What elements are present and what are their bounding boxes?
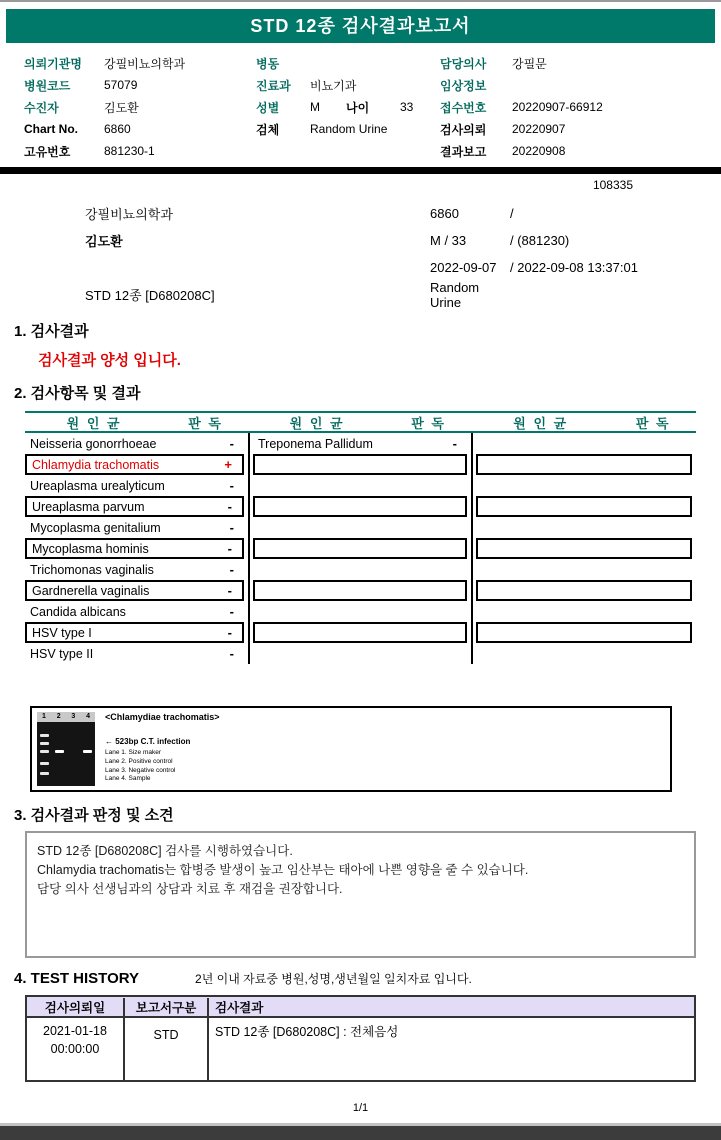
- result-row: [476, 433, 692, 454]
- patient-label: 수진자: [24, 100, 59, 115]
- result-row: [25, 538, 244, 559]
- patient-row0-extra: /: [510, 206, 514, 221]
- result-row: [476, 622, 692, 643]
- history-table-row: [27, 1018, 694, 1080]
- organism-name: Candida albicans: [30, 604, 126, 619]
- info-row-hospital-name: [24, 52, 256, 74]
- organism-header: 원 인 균: [289, 415, 345, 431]
- organism-result: -: [229, 604, 234, 619]
- top-border-line: [0, 0, 721, 2]
- result-row: [253, 643, 467, 664]
- info-row-hospital-code: [24, 74, 256, 96]
- opinion-box: [25, 831, 696, 958]
- chart-no-label: Chart No.: [24, 122, 78, 136]
- result-row: [253, 496, 467, 517]
- organism-result: +: [224, 457, 232, 472]
- result-row: [476, 475, 692, 496]
- patient-chart-no: 6860: [430, 206, 459, 221]
- info-row-doctor: [440, 52, 721, 74]
- organism-result: -: [227, 541, 232, 556]
- history-header-request-date: 검사의뢰일: [44, 1000, 106, 1015]
- section1-title: 1. 검사결과: [14, 323, 89, 340]
- result-row: [253, 538, 467, 559]
- history-header-report-type: 보고서구분: [123, 998, 209, 1016]
- history-result: STD 12종 [D680208C] : 전체음성: [215, 1025, 399, 1039]
- result-row: [476, 601, 692, 622]
- lane-number: 2: [56, 713, 61, 720]
- gel-band: [55, 750, 64, 753]
- reading-header: 판 독: [188, 415, 223, 431]
- result-row: [476, 643, 692, 664]
- patient-row-hospital: [0, 200, 721, 227]
- info-row-chart-no: [24, 118, 256, 140]
- history-table-header: [27, 997, 694, 1018]
- results-body-col3: [471, 433, 696, 664]
- results-header-col1: [25, 413, 248, 432]
- section3-title: 3. 검사결과 판정 및 소견: [14, 807, 174, 824]
- organism-result: -: [227, 499, 232, 514]
- results-table-body: [25, 433, 696, 664]
- result-row: [25, 454, 244, 475]
- organism-result: -: [452, 436, 457, 451]
- header-info-col1: [24, 52, 256, 162]
- clinical-info-label: 임상정보: [440, 78, 487, 93]
- gel-lane-numbers: [37, 712, 95, 722]
- organism-result: -: [229, 646, 234, 661]
- chart-no-value: 6860: [104, 122, 131, 136]
- report-title-banner: [6, 9, 715, 43]
- organism-name: Treponema Pallidum: [258, 436, 373, 451]
- result-row: [476, 517, 692, 538]
- report-title: STD 12종 검사결과보고서: [250, 16, 471, 36]
- gel-electrophoresis-image: [37, 712, 95, 786]
- results-table-header: [25, 411, 696, 433]
- hospital-code-value: 57079: [104, 78, 138, 92]
- result-row: [476, 580, 692, 601]
- result-row: [476, 559, 692, 580]
- doctor-value: 강필문: [512, 56, 547, 71]
- history-report-type: STD: [123, 1018, 209, 1080]
- organism-result: -: [229, 436, 234, 451]
- patient-row-test: [0, 281, 721, 308]
- result-row: [253, 559, 467, 580]
- result-row: [476, 538, 692, 559]
- result-row: [25, 496, 244, 517]
- organism-name: Mycoplasma hominis: [32, 541, 149, 556]
- result-row: [25, 475, 244, 496]
- lane-number: 4: [86, 713, 90, 720]
- gel-band: [40, 742, 49, 745]
- specimen-value: Random Urine: [310, 122, 388, 136]
- info-row-receipt-no: [440, 96, 721, 118]
- age-label: 나이: [346, 100, 370, 115]
- gel-title: <Chlamydiae trachomatis>: [105, 712, 220, 722]
- result-row: [253, 517, 467, 538]
- age-value: 33: [400, 100, 414, 114]
- results-header-col3: [471, 413, 696, 432]
- request-date-label: 검사의뢰: [440, 122, 487, 137]
- gel-figure-box: [30, 706, 672, 792]
- result-row: [253, 475, 467, 496]
- organism-result: -: [227, 625, 232, 640]
- section4-title: 4. TEST HISTORY: [14, 970, 140, 987]
- gel-legend: [105, 749, 220, 784]
- history-header-result: 검사결과: [215, 1000, 264, 1015]
- organism-result: -: [229, 478, 234, 493]
- info-row-unique-id: [24, 140, 256, 162]
- gel-annotations: [95, 708, 220, 790]
- result-row: [253, 454, 467, 475]
- header-info-col2: [256, 52, 440, 162]
- organism-name: Ureaplasma parvum: [32, 499, 145, 514]
- info-row-report-date: [440, 140, 721, 162]
- result-row: [253, 433, 467, 454]
- patient-specimen: Random Urine: [430, 279, 480, 310]
- report-date-value: 20220908: [512, 144, 566, 158]
- organism-name: Trichomonas vaginalis: [30, 562, 154, 577]
- patient-sex-age: M / 33: [430, 233, 467, 248]
- organism-result: -: [229, 562, 234, 577]
- info-row-patient: [24, 96, 256, 118]
- gel-band-label-row: [105, 737, 220, 746]
- overall-result-positive-text: 검사결과 양성 입니다.: [38, 352, 181, 369]
- organism-name: Gardnerella vaginalis: [32, 583, 150, 598]
- result-row: [25, 643, 244, 664]
- gel-legend-line: Lane 3. Negative control: [105, 766, 176, 774]
- report-date-label: 결과보고: [440, 144, 487, 159]
- patient-request-date: 2022-09-07: [430, 260, 497, 275]
- lane-number: 3: [71, 713, 76, 720]
- hospital-name-value: 강필비뇨의학과: [104, 56, 186, 71]
- patient-report-datetime: / 2022-09-08 13:37:01: [510, 260, 638, 275]
- receipt-no-label: 접수번호: [440, 100, 487, 115]
- result-row: [476, 454, 692, 475]
- result-row: [25, 517, 244, 538]
- organism-name: Ureaplasma urealyticum: [30, 478, 165, 493]
- gel-band: [40, 772, 49, 775]
- gel-band: [83, 750, 92, 753]
- results-body-col2: [248, 433, 471, 664]
- receipt-no-value: 20220907-66912: [512, 100, 603, 114]
- opinion-line: STD 12종 [D680208C] 검사를 시행하였습니다.: [37, 844, 293, 858]
- request-date-value: 20220907: [512, 122, 566, 136]
- unique-id-label: 고유번호: [24, 144, 71, 159]
- info-row-department: [256, 74, 440, 96]
- left-arrow-icon: ←: [105, 737, 113, 746]
- organism-result: -: [227, 583, 232, 598]
- history-note: 2년 이내 자료중 병원,성명,생년월일 일치자료 입니다.: [195, 972, 472, 986]
- department-label: 진료과: [256, 78, 291, 93]
- test-history-table: [25, 995, 696, 1082]
- organism-name: HSV type I: [32, 625, 92, 640]
- gel-legend-line: Lane 4. Sample: [105, 775, 151, 783]
- opinion-line: 담당 의사 선생님과의 상담과 치료 후 재검을 권장합니다.: [37, 881, 343, 896]
- result-row: [253, 622, 467, 643]
- sex-value: M: [310, 100, 320, 114]
- result-row: [25, 580, 244, 601]
- opinion-line: Chlamydia trachomatis는 합병증 발생이 높고 임산부는 태아에 나쁜 영향을 줄 수 있습니다.: [37, 862, 529, 877]
- gel-band: [40, 762, 49, 765]
- header-info-col3: [440, 52, 721, 162]
- patient-row-dates: [0, 254, 721, 281]
- doctor-label: 담당의사: [440, 56, 487, 71]
- organism-name: Mycoplasma genitalium: [30, 520, 161, 535]
- organism-name: Neisseria gonorrhoeae: [30, 436, 157, 451]
- hospital-code-label: 병원코드: [24, 78, 71, 93]
- section2-title: 2. 검사항목 및 결과: [14, 385, 141, 402]
- organism-name: HSV type II: [30, 646, 94, 661]
- organism-name: Chlamydia trachomatis: [32, 457, 160, 472]
- history-time: 00:00:00: [50, 1042, 100, 1057]
- unique-id-value: 881230-1: [104, 144, 155, 158]
- gel-band: [40, 750, 49, 753]
- patient-birth-id: / (881230): [510, 233, 570, 248]
- gel-legend-line: Lane 2. Positive control: [105, 757, 173, 765]
- result-row: [476, 496, 692, 517]
- page-number: 1/1: [352, 1102, 369, 1114]
- lane-number: 1: [42, 713, 46, 720]
- result-row: [25, 559, 244, 580]
- specimen-label: 검체: [256, 122, 280, 137]
- results-header-col2: [248, 413, 471, 432]
- result-row: [25, 622, 244, 643]
- gel-band: [40, 734, 49, 737]
- patient-summary-block: [0, 200, 721, 308]
- section4-title-row: [14, 970, 721, 987]
- sex-label: 성별: [256, 100, 280, 115]
- result-row: [253, 580, 467, 601]
- department-value: 비뇨기과: [310, 78, 357, 93]
- info-row-request-date: [440, 118, 721, 140]
- hospital-name-label: 의뢰기관명: [24, 56, 82, 71]
- history-date: 2021-01-18: [43, 1024, 107, 1038]
- reading-header: 판 독: [411, 415, 446, 431]
- info-row-clinical-info: [440, 74, 721, 96]
- patient-test-name: STD 12종 [D680208C]: [85, 288, 215, 303]
- info-row-ward: [256, 52, 440, 74]
- info-row-specimen: [256, 118, 440, 140]
- organism-result: -: [229, 520, 234, 535]
- patient-hospital: 강필비뇨의학과: [85, 207, 173, 222]
- gel-legend-line: Lane 1. Size maker: [105, 749, 162, 756]
- history-request-date: [27, 1018, 123, 1080]
- patient-name: 김도환: [85, 234, 123, 249]
- gel-band-label: 523bp C.T. infection: [115, 737, 191, 746]
- info-row-sex-age: [256, 96, 440, 118]
- document-number: 108335: [592, 178, 633, 192]
- black-divider-bar: [0, 167, 721, 174]
- result-row: [25, 433, 244, 454]
- results-body-col1: [25, 433, 248, 664]
- result-row: [253, 601, 467, 622]
- ward-label: 병동: [256, 56, 280, 71]
- patient-row-name: [0, 227, 721, 254]
- results-table: [25, 411, 696, 664]
- organism-header: 원 인 균: [513, 415, 569, 431]
- header-info-grid: [24, 52, 721, 162]
- patient-value: 김도환: [104, 100, 139, 115]
- organism-header: 원 인 균: [66, 415, 122, 431]
- reading-header: 판 독: [635, 415, 671, 431]
- bottom-dark-bar: [0, 1126, 721, 1140]
- result-row: [25, 601, 244, 622]
